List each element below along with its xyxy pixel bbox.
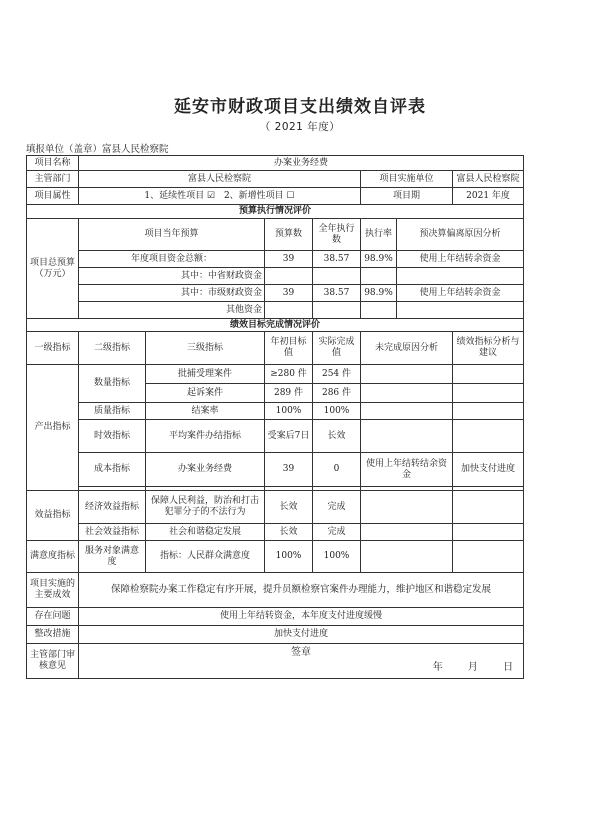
- budget-row: [27, 251, 524, 268]
- quality-actual: 100%: [313, 403, 361, 420]
- econ-indicator-label: 经济效益指标: [79, 491, 146, 524]
- checked-box-icon: ☑: [206, 190, 216, 201]
- perf-header-level2: 二级指标: [79, 332, 146, 365]
- rectification: 加快支付进度: [79, 626, 524, 644]
- budget-row: [27, 268, 524, 285]
- econ-advice: [453, 491, 524, 524]
- project-name-label: 项目名称: [27, 156, 79, 171]
- date-day: 日: [503, 662, 514, 673]
- budget-header-item: 项目当年预算: [79, 219, 265, 251]
- perf-row: [27, 365, 524, 384]
- budget-row: [27, 285, 524, 302]
- budget-header-executed: 全年执行数: [313, 219, 361, 251]
- row-rectification: [27, 626, 524, 644]
- row-project-attribute: [27, 188, 524, 205]
- quality-indicator-label: 质量指标: [79, 403, 146, 420]
- cost-reason: 使用上年结转结余资金: [361, 453, 453, 487]
- sat-advice: [453, 541, 524, 573]
- q2-target: 289 件: [265, 384, 313, 403]
- problems-label: 存在问题: [27, 608, 79, 626]
- q2-advice: [453, 384, 524, 403]
- q2-actual: 286 件: [313, 384, 361, 403]
- performance-section-title: 绩效目标完成情况评价: [27, 319, 524, 332]
- budget-row-label: 其中：市级财政资金: [79, 285, 265, 302]
- q1-advice: [453, 365, 524, 384]
- budget-row-rate: [361, 268, 397, 285]
- total-budget-label-2: （万元）: [34, 268, 71, 279]
- review-opinion: [79, 644, 524, 679]
- page-title: 延安市财政项目支出绩效自评表: [174, 97, 426, 117]
- row-budget-header: [27, 219, 524, 251]
- main-effect: 保障检察院办案工作稳定有序开展，提升员额检察官案件办理能力，维护地区和谐稳定发展: [79, 573, 524, 608]
- department: 富县人民检察院: [79, 171, 361, 188]
- cost-target: 39: [265, 453, 313, 487]
- attr-continue: 1、延续性项目: [144, 190, 205, 201]
- perf-row: [27, 491, 524, 524]
- budget-row-executed: 38.57: [313, 251, 361, 268]
- budget-row-executed: [313, 302, 361, 319]
- budget-row-amount: [265, 268, 313, 285]
- cost-name: 办案业务经费: [146, 453, 265, 487]
- budget-header-amount: 预算数: [265, 219, 313, 251]
- quality-name: 结案率: [146, 403, 265, 420]
- perf-row: [27, 524, 524, 541]
- total-budget-label: [27, 219, 79, 319]
- quality-advice: [453, 403, 524, 420]
- sat-actual: 100%: [313, 541, 361, 573]
- sat-reason: [361, 541, 453, 573]
- rectification-label: 整改措施: [27, 626, 79, 644]
- quantity-indicator-label: 数量指标: [79, 365, 146, 403]
- social-actual: 完成: [313, 524, 361, 541]
- sat-name: 指标：人民群众满意度: [146, 541, 265, 573]
- q1-actual: 254 件: [313, 365, 361, 384]
- perf-header-level3: 三级指标: [146, 332, 265, 365]
- perf-row: [27, 403, 524, 420]
- output-indicator-label: 产出指标: [27, 365, 79, 491]
- service-satisfaction-label: 服务对象满意度: [79, 541, 146, 573]
- project-name: 办案业务经费: [79, 156, 524, 171]
- social-indicator-label: 社会效益指标: [79, 524, 146, 541]
- review-label: 主管部门审核意见: [27, 644, 79, 679]
- budget-row-reason: [397, 302, 524, 319]
- budget-row-rate: 98.9%: [361, 285, 397, 302]
- budget-header-reason: 预决算偏离原因分析: [397, 219, 524, 251]
- budget-header-rate: 执行率: [361, 219, 397, 251]
- budget-row-executed: 38.57: [313, 285, 361, 302]
- q1-name: 批捕受理案件: [146, 365, 265, 384]
- budget-row-amount: 39: [265, 285, 313, 302]
- quality-reason: [361, 403, 453, 420]
- budget-row-rate: [361, 302, 397, 319]
- budget-row-label: 其中：中省财政资金: [79, 268, 265, 285]
- project-attribute: [79, 188, 361, 205]
- budget-row-reason: [397, 268, 524, 285]
- row-main-effect: [27, 573, 524, 608]
- perf-header-level1: 一级指标: [27, 332, 79, 365]
- project-attribute-label: 项目属性: [27, 188, 79, 205]
- perf-header-target: 年初目标值: [265, 332, 313, 365]
- perf-row: [27, 420, 524, 453]
- econ-target: 长效: [265, 491, 313, 524]
- quality-target: 100%: [265, 403, 313, 420]
- q1-reason: [361, 365, 453, 384]
- project-period-label: 项目期: [361, 188, 453, 205]
- problems: 使用上年结转资金，本年度支付进度缓慢: [79, 608, 524, 626]
- budget-row-rate: 98.9%: [361, 251, 397, 268]
- evaluation-table: [26, 155, 524, 679]
- date-month: 月: [467, 662, 478, 673]
- econ-reason: [361, 491, 453, 524]
- q1-target: ≥280 件: [265, 365, 313, 384]
- report-year: （ 2021 年度）: [259, 121, 341, 133]
- perf-header-actual: 实际完成值: [313, 332, 361, 365]
- row-review: [27, 644, 524, 679]
- budget-section-title: 预算执行情况评价: [27, 205, 524, 219]
- date-year: 年: [432, 662, 443, 673]
- satisfaction-indicator-label: 满意度指标: [27, 541, 79, 573]
- row-department: [27, 171, 524, 188]
- row-budget-section: [27, 205, 524, 219]
- unchecked-box-icon: ☐: [286, 190, 295, 201]
- social-reason: [361, 524, 453, 541]
- signature-label: 签章: [291, 647, 312, 658]
- project-period: 2021 年度: [453, 188, 524, 205]
- budget-row-amount: 39: [265, 251, 313, 268]
- implementing-unit: 富县人民检察院: [453, 171, 524, 188]
- budget-row-reason: 使用上年结转余资金: [397, 285, 524, 302]
- time-advice: [453, 420, 524, 453]
- perf-header-advice: 绩效指标分析与建议: [453, 332, 524, 365]
- signature-area: [79, 644, 523, 678]
- time-indicator-label: 时效指标: [79, 420, 146, 453]
- perf-row: [27, 541, 524, 573]
- sat-target: 100%: [265, 541, 313, 573]
- social-target: 长效: [265, 524, 313, 541]
- date-line: [411, 662, 513, 674]
- time-target: 受案后7日: [265, 420, 313, 453]
- implementing-unit-label: 项目实施单位: [361, 171, 453, 188]
- budget-row-label: 年度项目资金总额：: [79, 251, 265, 268]
- budget-row: [27, 302, 524, 319]
- benefit-indicator-label: 效益指标: [27, 491, 79, 541]
- q2-name: 起诉案件: [146, 384, 265, 403]
- cost-advice: 加快支付进度: [453, 453, 524, 487]
- time-name: 平均案件办结指标: [146, 420, 265, 453]
- social-advice: [453, 524, 524, 541]
- department-label: 主管部门: [27, 171, 79, 188]
- time-reason: [361, 420, 453, 453]
- budget-row-executed: [313, 268, 361, 285]
- row-problems: [27, 608, 524, 626]
- perf-row: [27, 453, 524, 487]
- row-performance-header: [27, 332, 524, 365]
- cost-indicator-label: 成本指标: [79, 453, 146, 487]
- econ-name: 保障人民利益，防治和打击犯罪分子的不法行为: [146, 491, 265, 524]
- total-budget-label-1: 项目总预算: [29, 257, 75, 268]
- budget-row-amount: [265, 302, 313, 319]
- time-actual: 长效: [313, 420, 361, 453]
- row-performance-section: [27, 319, 524, 332]
- reporting-unit: 填报单位（盖章）富县人民检察院: [26, 144, 169, 155]
- perf-header-reason: 未完成原因分析: [361, 332, 453, 365]
- budget-row-label: 其他资金: [79, 302, 265, 319]
- attr-new: 2、新增性项目: [223, 190, 284, 201]
- social-name: 社会和谐稳定发展: [146, 524, 265, 541]
- row-project-name: [27, 156, 524, 171]
- main-effect-label: 项目实施的主要成效: [27, 573, 79, 608]
- econ-actual: 完成: [313, 491, 361, 524]
- cost-actual: 0: [313, 453, 361, 487]
- budget-row-reason: 使用上年结转余资金: [397, 251, 524, 268]
- q2-reason: [361, 384, 453, 403]
